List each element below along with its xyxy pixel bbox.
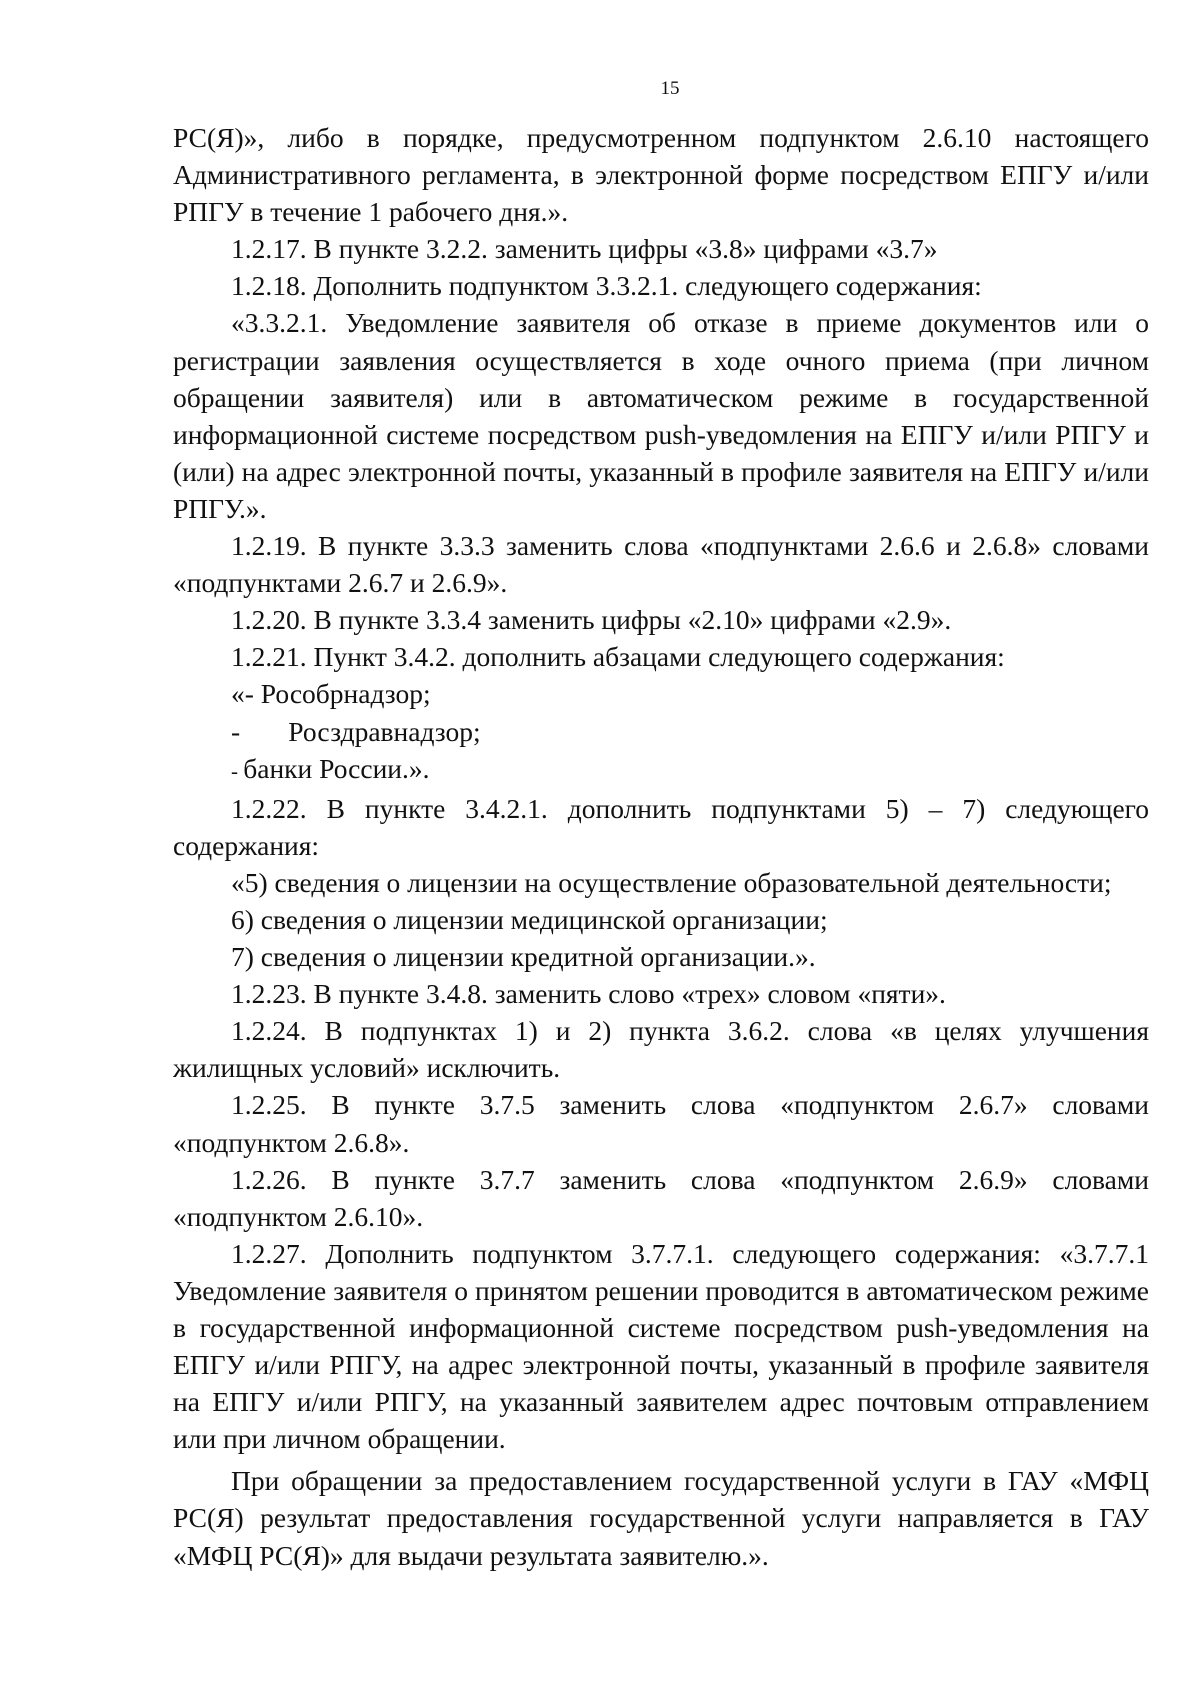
list-item-6: 6) сведения о лицензии медицинской организации; [231, 903, 828, 935]
paragraph-1-2-26: 1.2.26. В пункте 3.7.7 заменить слова «подпунктом 2.6.9» словами «подпунктом 2.6.10». [173, 1163, 1149, 1232]
paragraph-1-2-19: 1.2.19. В пункте 3.3.3 заменить слова «подпунктами 2.6.6 и 2.6.8» словами «подпунктами 2.6.7 и 2.6.9». [173, 530, 1149, 599]
paragraph-continuation: РС(Я)», либо в порядке, предусмотренном подпунктом 2.6.10 настоящего Административного регламента, в электронной форме посредством ЕПГУ и/или РПГУ в течение 1 рабочего дня.». [173, 122, 1149, 228]
page-number: 15 [660, 78, 680, 99]
small-dash: - [231, 758, 244, 783]
list-item-rosobrnadzor: «- Рособрнадзор; [231, 678, 431, 710]
document-body [173, 119, 1149, 1574]
paragraph-1-2-17: 1.2.17. В пункте 3.2.2. заменить цифры «3.8» цифрами «3.7» [231, 233, 938, 265]
paragraph-1-2-25: 1.2.25. В пункте 3.7.5 заменить слова «подпунктом 2.6.7» словами «подпунктом 2.6.8». [173, 1089, 1149, 1158]
paragraph-1-2-27: 1.2.27. Дополнить подпунктом 3.7.7.1. следующего содержания: «3.7.7.1 Уведомление заявителя о принятом решении проводится в автоматическом режиме в государственной информационной системе посредством push-уведомления на ЕПГУ и/или РПГУ, на адрес электронной почты, указанный в профиле заявителя на ЕПГУ и/или РПГУ, на указанный заявителем адрес почтовым отправлением или при личном обращении. [173, 1237, 1149, 1455]
paragraph-mfc-result: При обращении за предоставлением государственной услуги в ГАУ «МФЦ РС(Я) результат предоставления государственной услуги направляется в ГАУ «МФЦ РС(Я)» для выдачи результата заявителю.». [173, 1465, 1149, 1571]
paragraph-3-3-2-1-quote: «3.3.2.1. Уведомление заявителя об отказе в приеме документов или о регистрации заявления осуществляется в ходе очного приема (при личном обращении заявителя) или в автоматическом режиме в государственной информационной системе посредством push-уведомления на ЕПГУ и/или РПГУ и (или) на адрес электронной почты, указанный в профиле заявителя на ЕПГУ и/или РПГУ.». [173, 307, 1149, 524]
paragraph-1-2-21: 1.2.21. Пункт 3.4.2. дополнить абзацами следующего содержания: [231, 641, 1005, 673]
paragraph-1-2-22: 1.2.22. В пункте 3.4.2.1. дополнить подпунктами 5) – 7) следующего содержания: [173, 792, 1149, 861]
list-item-bank-russia [173, 750, 1149, 790]
paragraph-1-2-18: 1.2.18. Дополнить подпунктом 3.3.2.1. следующего содержания: [231, 270, 982, 302]
list-item-bank-russia-text: банки России.». [243, 752, 430, 784]
list-item-7: 7) сведения о лицензии кредитной организации.». [231, 941, 816, 973]
paragraph-1-2-20: 1.2.20. В пункте 3.3.4 заменить цифры «2.10» цифрами «2.9». [231, 604, 952, 636]
list-item-roszdravnadzor: - Росздравнадзор; [231, 715, 481, 747]
list-item-5: «5) сведения о лицензии на осуществление образовательной деятельности; [231, 866, 1112, 898]
paragraph-1-2-24: 1.2.24. В подпунктах 1) и 2) пункта 3.6.2. слова «в целях улучшения жилищных условий» исключить. [173, 1015, 1149, 1084]
paragraph-1-2-23: 1.2.23. В пункте 3.4.8. заменить слово «трех» словом «пяти». [231, 978, 946, 1010]
